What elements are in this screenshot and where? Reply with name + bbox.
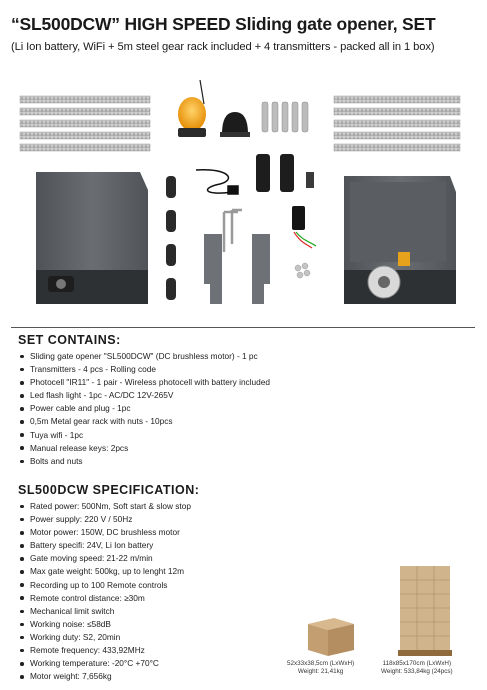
list-item: Rated power: 500Nm, Soft start & slow stop bbox=[18, 500, 191, 513]
list-item: Gate moving speed: 21-22 m/min bbox=[18, 552, 191, 565]
product-set-photo bbox=[0, 72, 487, 322]
specification-heading: SL500DCW SPECIFICATION: bbox=[18, 483, 200, 497]
product-title: “SL500DCW” HIGH SPEED Sliding gate opener, SET bbox=[11, 14, 436, 34]
list-item: Transmitters - 4 pcs - Rolling code bbox=[18, 363, 270, 376]
list-item: Motor power: 150W, DC brushless motor bbox=[18, 526, 191, 539]
list-item: Working duty: S2, 20min bbox=[18, 631, 191, 644]
release-keys bbox=[224, 210, 242, 252]
photocells bbox=[256, 154, 314, 192]
list-item: Mechanical limit switch bbox=[18, 605, 191, 618]
motor-right bbox=[344, 176, 456, 304]
list-item: Motor weight: 7,656kg bbox=[18, 670, 191, 683]
gear-racks-right bbox=[334, 96, 460, 151]
pallet-caption bbox=[381, 660, 453, 677]
specification-list bbox=[18, 500, 191, 683]
set-contains-heading: SET CONTAINS: bbox=[18, 333, 121, 347]
mounting-brackets bbox=[204, 234, 270, 304]
power-cable bbox=[196, 170, 238, 194]
motor-left bbox=[36, 172, 148, 304]
pallet-image bbox=[398, 566, 452, 656]
list-item: Remote frequency: 433,92MHz bbox=[18, 644, 191, 657]
single-box-caption bbox=[287, 660, 354, 677]
wifi-module bbox=[220, 112, 250, 137]
wifi-receiver bbox=[292, 206, 316, 248]
nuts bbox=[295, 263, 310, 278]
single-box-weight: Weight: 21,41kg bbox=[297, 668, 344, 676]
list-item: Sliding gate opener "SL500DCW" (DC brushless motor) - 1 pc bbox=[18, 350, 270, 363]
list-item: Recording up to 100 Remote controls bbox=[18, 579, 191, 592]
list-item: Working noise: ≤58dB bbox=[18, 618, 191, 631]
carton-box-image bbox=[304, 614, 356, 658]
pallet-weight: Weight: 533,84kg (24pcs) bbox=[381, 668, 453, 676]
list-item: Manual release keys: 2pcs bbox=[18, 442, 270, 455]
list-item: Power cable and plug - 1pc bbox=[18, 402, 270, 415]
section-divider bbox=[11, 327, 475, 328]
list-item: Power supply: 220 V / 50Hz bbox=[18, 513, 191, 526]
gear-racks-left bbox=[20, 96, 150, 151]
list-item: Max gate weight: 500kg, up to lenght 12m bbox=[18, 565, 191, 578]
list-item: Tuya wifi - 1pc bbox=[18, 429, 270, 442]
set-contains-list bbox=[18, 350, 270, 468]
list-item: Working temperature: -20°C +70°C bbox=[18, 657, 191, 670]
list-item: Bolts and nuts bbox=[18, 455, 270, 468]
list-item: Photocell "IR11" - 1 pair - Wireless photocell with battery included bbox=[18, 376, 270, 389]
transmitters bbox=[166, 176, 176, 300]
product-subtitle: (Li Ion battery, WiFi + 5m steel gear rack included + 4 transmitters - packed all in 1 box) bbox=[11, 41, 435, 53]
list-item: Remote control distance: ≥30m bbox=[18, 592, 191, 605]
bolts bbox=[262, 102, 308, 132]
single-box-dimensions: 52x33x38,5cm (LxWxH) bbox=[287, 660, 355, 667]
list-item: 0,5m Metal gear rack with nuts - 10pcs bbox=[18, 415, 270, 428]
pallet-dimensions: 118x85x170cm (LxWxH) bbox=[382, 660, 452, 667]
list-item: Led flash light - 1pc - AC/DC 12V-265V bbox=[18, 389, 270, 402]
flash-light bbox=[178, 80, 206, 137]
list-item: Battery specifi: 24V, Li Ion battery bbox=[18, 539, 191, 552]
